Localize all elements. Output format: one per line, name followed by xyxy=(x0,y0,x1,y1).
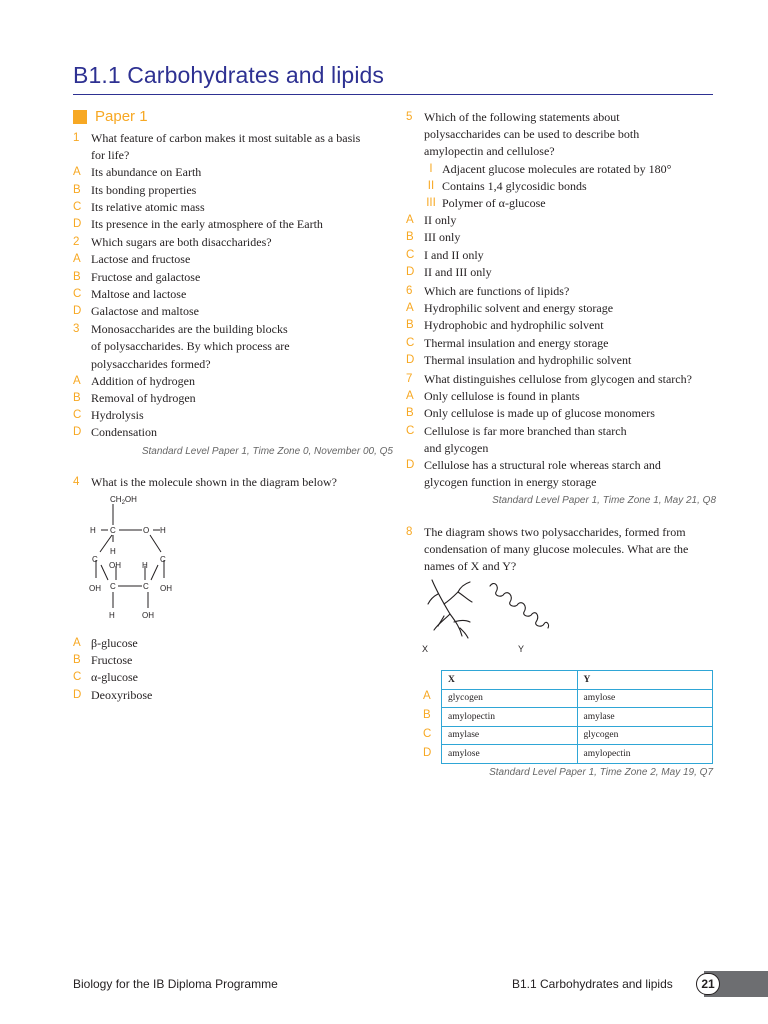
statement-numeral: III xyxy=(426,197,436,210)
mol-h3: H xyxy=(110,547,116,556)
option-letter: A xyxy=(406,390,414,403)
table-cell-y: glycogen xyxy=(577,726,713,745)
option-text: Maltose and lactose xyxy=(91,286,187,301)
mol-h6: H xyxy=(109,611,115,620)
answer-option xyxy=(73,216,393,233)
statement-numeral: I xyxy=(429,162,433,175)
table-option-letter: B xyxy=(423,709,431,721)
option-text: Thermal insulation and energy storage xyxy=(424,335,609,350)
answer-option xyxy=(406,405,716,422)
option-text: Its relative atomic mass xyxy=(91,199,205,214)
question-text: The diagram shows two polysaccharides, formed from xyxy=(424,524,686,539)
option-text: II only xyxy=(424,213,457,228)
option-text: Lactose and fructose xyxy=(91,252,191,267)
spacer xyxy=(406,510,716,524)
option-text: Hydrophobic and hydrophilic solvent xyxy=(424,318,604,333)
statement-item xyxy=(406,195,716,212)
answer-option xyxy=(406,423,716,457)
option-letter: D xyxy=(73,688,82,701)
question-text: What distinguishes cellulose from glycogen and starch? xyxy=(424,372,692,387)
answer-option xyxy=(73,373,393,390)
table-option-letter: D xyxy=(423,747,432,759)
option-letter: D xyxy=(73,218,82,231)
option-letter: B xyxy=(73,654,81,667)
option-text: Only cellulose is made up of glucose monomers xyxy=(424,406,655,421)
answer-option xyxy=(406,264,716,281)
glucose-molecule-diagram xyxy=(88,492,198,624)
table-option-letter: C xyxy=(423,728,432,740)
table-row xyxy=(442,726,713,745)
question-number: 2 xyxy=(73,236,80,249)
option-letter: C xyxy=(406,248,415,261)
table-header-y: Y xyxy=(577,671,713,690)
answer-option xyxy=(73,669,393,686)
answer-option xyxy=(73,199,393,216)
table-cell-y: amylase xyxy=(577,708,713,727)
answer-option xyxy=(73,652,393,669)
page-number: 21 xyxy=(696,973,720,995)
question-text: for life? xyxy=(91,148,130,163)
table-cell-y: amylose xyxy=(577,689,713,708)
option-letter: C xyxy=(73,671,82,684)
source-citation-q8: Standard Level Paper 1, Time Zone 2, May 19, Q7 xyxy=(489,767,713,778)
option-text: Galactose and maltose xyxy=(91,304,199,319)
answer-option xyxy=(406,300,716,317)
question-text: polysaccharides can be used to describe both xyxy=(424,127,640,142)
option-text: Hydrolysis xyxy=(91,408,144,423)
option-letter: B xyxy=(406,231,414,244)
option-text: Fructose and galactose xyxy=(91,269,201,284)
statement-numeral: II xyxy=(427,179,435,192)
mol-ch2oh: $CH_2OH$ xyxy=(110,495,137,506)
table-header-row xyxy=(442,671,713,690)
mol-oh3: OH xyxy=(160,584,172,593)
table-cell-y: amylopectin xyxy=(577,745,713,764)
option-letter: D xyxy=(406,265,415,278)
answer-option xyxy=(73,407,393,424)
label-y: Y xyxy=(518,644,525,654)
option-text: I and II only xyxy=(424,247,484,262)
mol-oh2: OH xyxy=(89,584,101,593)
option-text: III only xyxy=(424,230,461,245)
answer-option xyxy=(73,390,393,407)
page-title: B1.1 Carbohydrates and lipids xyxy=(73,62,385,88)
option-text: Its bonding properties xyxy=(91,182,197,197)
table-cell-x: amylopectin xyxy=(442,708,578,727)
question-text: condensation of many glucose molecules. What are the xyxy=(424,541,689,556)
table-row xyxy=(442,745,713,764)
mol-c2: C xyxy=(92,555,98,564)
question-number: 5 xyxy=(406,111,413,123)
question-text: of polysaccharides. By which process are xyxy=(91,339,290,354)
question-number: 4 xyxy=(73,475,80,488)
answer-option xyxy=(73,424,393,441)
option-letter: D xyxy=(73,305,82,318)
option-text: α-glucose xyxy=(91,670,138,685)
question-1 xyxy=(73,130,393,164)
option-text: β-glucose xyxy=(91,636,138,651)
answer-option xyxy=(73,687,393,704)
mol-oh1: OH xyxy=(109,561,121,570)
statement-item xyxy=(406,178,716,195)
option-letter: D xyxy=(406,353,415,366)
statement-text: Adjacent glucose molecules are rotated by 180° xyxy=(442,161,672,176)
option-letter: D xyxy=(406,459,415,472)
question-6 xyxy=(406,283,716,300)
option-text: Only cellulose is found in plants xyxy=(424,389,580,404)
question-text: amylopectin and cellulose? xyxy=(424,144,555,159)
option-text: Fructose xyxy=(91,653,133,668)
option-letter: A xyxy=(406,302,414,315)
question-text: What is the molecule shown in the diagram below? xyxy=(91,474,337,489)
section-title: Paper 1 xyxy=(95,108,148,125)
answer-option xyxy=(73,286,393,303)
answer-option xyxy=(73,303,393,320)
footer-book-title: Biology for the IB Diploma Programme xyxy=(73,977,278,991)
answer-option xyxy=(73,251,393,268)
answer-option xyxy=(73,635,393,652)
table-row xyxy=(442,708,713,727)
title-rule xyxy=(73,94,713,95)
mol-h1: H xyxy=(90,526,96,535)
question-7 xyxy=(406,371,716,388)
table-cell-x: amylose xyxy=(442,745,578,764)
option-text: Cellulose is far more branched than starch xyxy=(424,423,627,438)
option-letter: C xyxy=(73,200,82,213)
answer-option xyxy=(73,164,393,181)
option-letter: B xyxy=(73,183,81,196)
option-letter: B xyxy=(406,319,414,332)
option-letter: C xyxy=(73,409,82,422)
table-option-letter: A xyxy=(423,690,431,702)
question-3 xyxy=(73,321,393,373)
option-letter: C xyxy=(406,424,415,437)
option-letter: A xyxy=(406,214,414,227)
answer-option xyxy=(406,212,716,229)
option-letter: B xyxy=(73,392,81,405)
question-number: 8 xyxy=(406,525,413,538)
answer-option xyxy=(73,182,393,199)
question-text: Monosaccharides are the building blocks xyxy=(91,322,288,337)
option-text: Hydrophilic solvent and energy storage xyxy=(424,301,614,316)
right-column xyxy=(406,109,716,575)
section-marker-icon xyxy=(73,110,87,124)
option-text: Its presence in the early atmosphere of the Earth xyxy=(91,217,323,232)
question-2 xyxy=(73,234,393,251)
option-letter: A xyxy=(73,166,81,179)
question-8 xyxy=(406,524,716,576)
source-citation: Standard Level Paper 1, Time Zone 0, November 00, Q5 xyxy=(141,445,393,457)
helical-polymer-y xyxy=(490,584,549,628)
option-letter: C xyxy=(406,336,415,349)
table-header-x: X xyxy=(442,671,578,690)
option-letter: A xyxy=(73,374,81,387)
question-number: 3 xyxy=(73,323,80,336)
mol-c3: C xyxy=(160,555,166,564)
option-text: Cellulose has a structural role whereas starch and xyxy=(424,458,661,473)
source-citation: Standard Level Paper 1, Time Zone 1, May 21, Q8 xyxy=(492,495,716,507)
polysaccharide-diagram xyxy=(424,576,564,656)
question-text: Which of the following statements about xyxy=(424,110,620,124)
table-cell-x: glycogen xyxy=(442,689,578,708)
answer-table xyxy=(441,670,713,764)
option-text: II and III only xyxy=(424,264,492,279)
branched-polymer-x xyxy=(428,580,472,638)
section-heading xyxy=(73,108,148,125)
answer-option xyxy=(406,388,716,405)
answer-option xyxy=(406,335,716,352)
statement-item xyxy=(406,161,716,178)
answer-option xyxy=(406,247,716,264)
answer-option xyxy=(73,269,393,286)
mol-h4: H xyxy=(142,561,148,570)
option-text: Thermal insulation and hydrophilic solvent xyxy=(424,352,632,367)
mol-o: O xyxy=(143,526,150,535)
option-text: and glycogen xyxy=(424,440,489,455)
option-letter: C xyxy=(73,287,82,300)
option-text: Condensation xyxy=(91,425,157,440)
mol-h2: H xyxy=(160,526,166,535)
mol-c5: C xyxy=(143,582,149,591)
mol-c1: C xyxy=(110,526,116,535)
label-x: X xyxy=(422,644,429,654)
question-number: 6 xyxy=(406,285,413,298)
option-letter: A xyxy=(73,253,81,266)
option-letter: A xyxy=(73,637,81,650)
footer-chapter-title: B1.1 Carbohydrates and lipids xyxy=(512,977,673,991)
question-number: 1 xyxy=(73,132,80,144)
question-text: What feature of carbon makes it most suitable as a basis xyxy=(91,131,361,145)
question-5 xyxy=(406,109,716,161)
table-cell-x: amylase xyxy=(442,726,578,745)
option-text: Its abundance on Earth xyxy=(91,165,202,180)
answer-option xyxy=(406,457,716,491)
question-4 xyxy=(73,474,393,491)
option-letter: B xyxy=(406,407,414,420)
option-text: Addition of hydrogen xyxy=(91,373,195,388)
statement-text: Contains 1,4 glycosidic bonds xyxy=(442,178,587,193)
answer-option xyxy=(406,317,716,334)
question-text: Which are functions of lipids? xyxy=(424,284,570,299)
option-text: Removal of hydrogen xyxy=(91,391,196,406)
option-text: glycogen function in energy storage xyxy=(424,475,597,490)
option-text: Deoxyribose xyxy=(91,687,153,702)
option-letter: B xyxy=(73,270,81,283)
answer-option xyxy=(406,352,716,369)
table-row xyxy=(442,689,713,708)
answer-option xyxy=(406,229,716,246)
mol-oh4: OH xyxy=(142,611,154,620)
statement-text: Polymer of α-glucose xyxy=(442,196,546,211)
question-text: polysaccharides formed? xyxy=(91,356,211,371)
question-text: Which sugars are both disaccharides? xyxy=(91,235,272,250)
option-letter: D xyxy=(73,426,82,439)
question-text: names of X and Y? xyxy=(424,559,517,574)
mol-c4: C xyxy=(110,582,116,591)
question-number: 7 xyxy=(406,373,413,386)
